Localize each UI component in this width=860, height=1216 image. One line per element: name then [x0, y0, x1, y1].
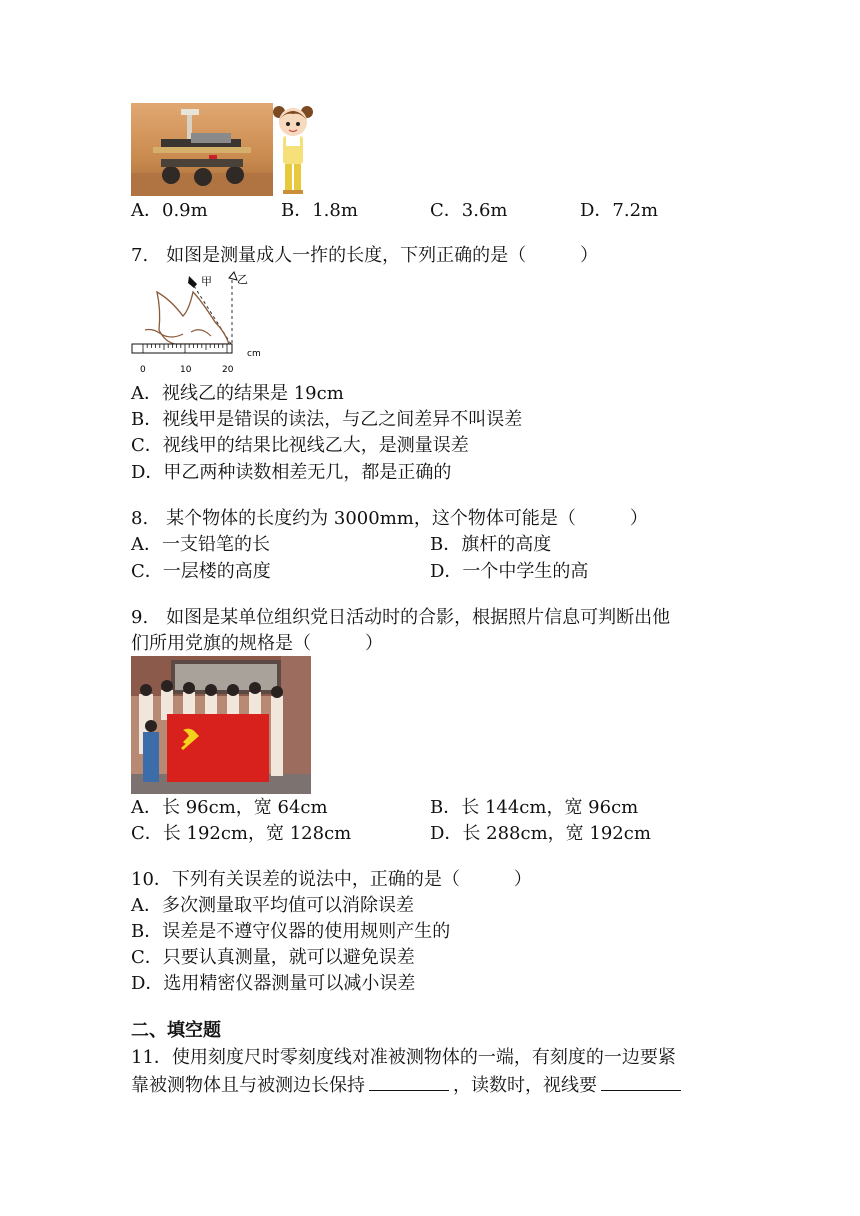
ruler-tick-0 [140, 365, 146, 375]
label-yi [237, 273, 248, 286]
label-jia [201, 275, 212, 288]
q9-stem-line2: 们所用党旗的规格是（ ） [131, 633, 383, 654]
q8-option-b[interactable]: B．旗杆的高度 [430, 534, 552, 555]
q8-stem: 8. 某个物体的长度约为 3000mm，这个物体可能是（ ） [131, 508, 648, 529]
q10-option-c[interactable]: C．只要认真测量，就可以避免误差 [131, 947, 415, 968]
q8-option-a[interactable]: A．一支铅笔的长 [131, 534, 270, 555]
svg-text:0: 0 [140, 365, 146, 375]
svg-text:cm: cm [247, 349, 261, 359]
q7-option-b[interactable]: B．视线甲是错误的读法，与乙之间差异不叫误差 [131, 409, 523, 430]
q6-option-b[interactable]: B．1.8m [281, 200, 358, 221]
q11-line2-text-b: ，读数时，视线要 [453, 1075, 597, 1096]
q11-line2-text-a: 靠被测物体且与被测边长保持 [131, 1075, 365, 1096]
section-title-fill-in: 二、填空题 [131, 1020, 221, 1041]
q11-blank-1[interactable] [369, 1072, 449, 1091]
q9-option-a[interactable]: A．长 96cm，宽 64cm [131, 797, 328, 818]
q9-stem-line1: 9. 如图是某单位组织党日活动时的合影，根据照片信息可判断出他 [131, 607, 671, 628]
svg-text:甲: 甲 [201, 275, 212, 288]
ruler-hand-figure [131, 270, 266, 376]
q8-option-d[interactable]: D．一个中学生的高 [430, 561, 589, 582]
q11-blank-2[interactable] [601, 1072, 681, 1091]
svg-text:乙: 乙 [237, 273, 248, 286]
svg-text:20: 20 [222, 365, 234, 375]
q6-option-d[interactable]: D．7.2m [580, 200, 659, 221]
group-photo-with-flag [131, 656, 311, 794]
q11-line1: 11．使用刻度尺时零刻度线对准被测物体的一端，有刻度的一边要紧 [131, 1047, 676, 1068]
ruler-tick-20 [222, 365, 234, 375]
q7-option-c[interactable]: C．视线甲的结果比视线乙大，是测量误差 [131, 435, 469, 456]
q10-option-b[interactable]: B．误差是不遵守仪器的使用规则产生的 [131, 921, 451, 942]
q10-option-a[interactable]: A．多次测量取平均值可以消除误差 [131, 895, 414, 916]
q8-option-c[interactable]: C．一层楼的高度 [131, 561, 271, 582]
q10-stem: 10．下列有关误差的说法中，正确的是（ ） [131, 869, 532, 890]
q9-option-b[interactable]: B．长 144cm，宽 96cm [430, 797, 639, 818]
q9-option-c[interactable]: C．长 192cm，宽 128cm [131, 823, 352, 844]
q6-option-c[interactable]: C．3.6m [430, 200, 508, 221]
q9-option-d[interactable]: D．长 288cm，宽 192cm [430, 823, 651, 844]
q6-option-a[interactable]: A．0.9m [131, 200, 208, 221]
ruler-tick-10 [180, 365, 192, 375]
ruler-unit [247, 349, 261, 359]
q7-option-a[interactable]: A．视线乙的结果是 19cm [131, 383, 344, 404]
q7-stem: 7. 如图是测量成人一拃的长度，下列正确的是（ ） [131, 245, 599, 266]
svg-text:10: 10 [180, 365, 192, 375]
q11-line2 [131, 1072, 685, 1098]
q10-option-d[interactable]: D．选用精密仪器测量可以减小误差 [131, 973, 416, 994]
rover-photo [131, 103, 273, 196]
cartoon-girl [273, 102, 313, 197]
q7-option-d[interactable]: D．甲乙两种读数相差无几，都是正确的 [131, 462, 452, 483]
